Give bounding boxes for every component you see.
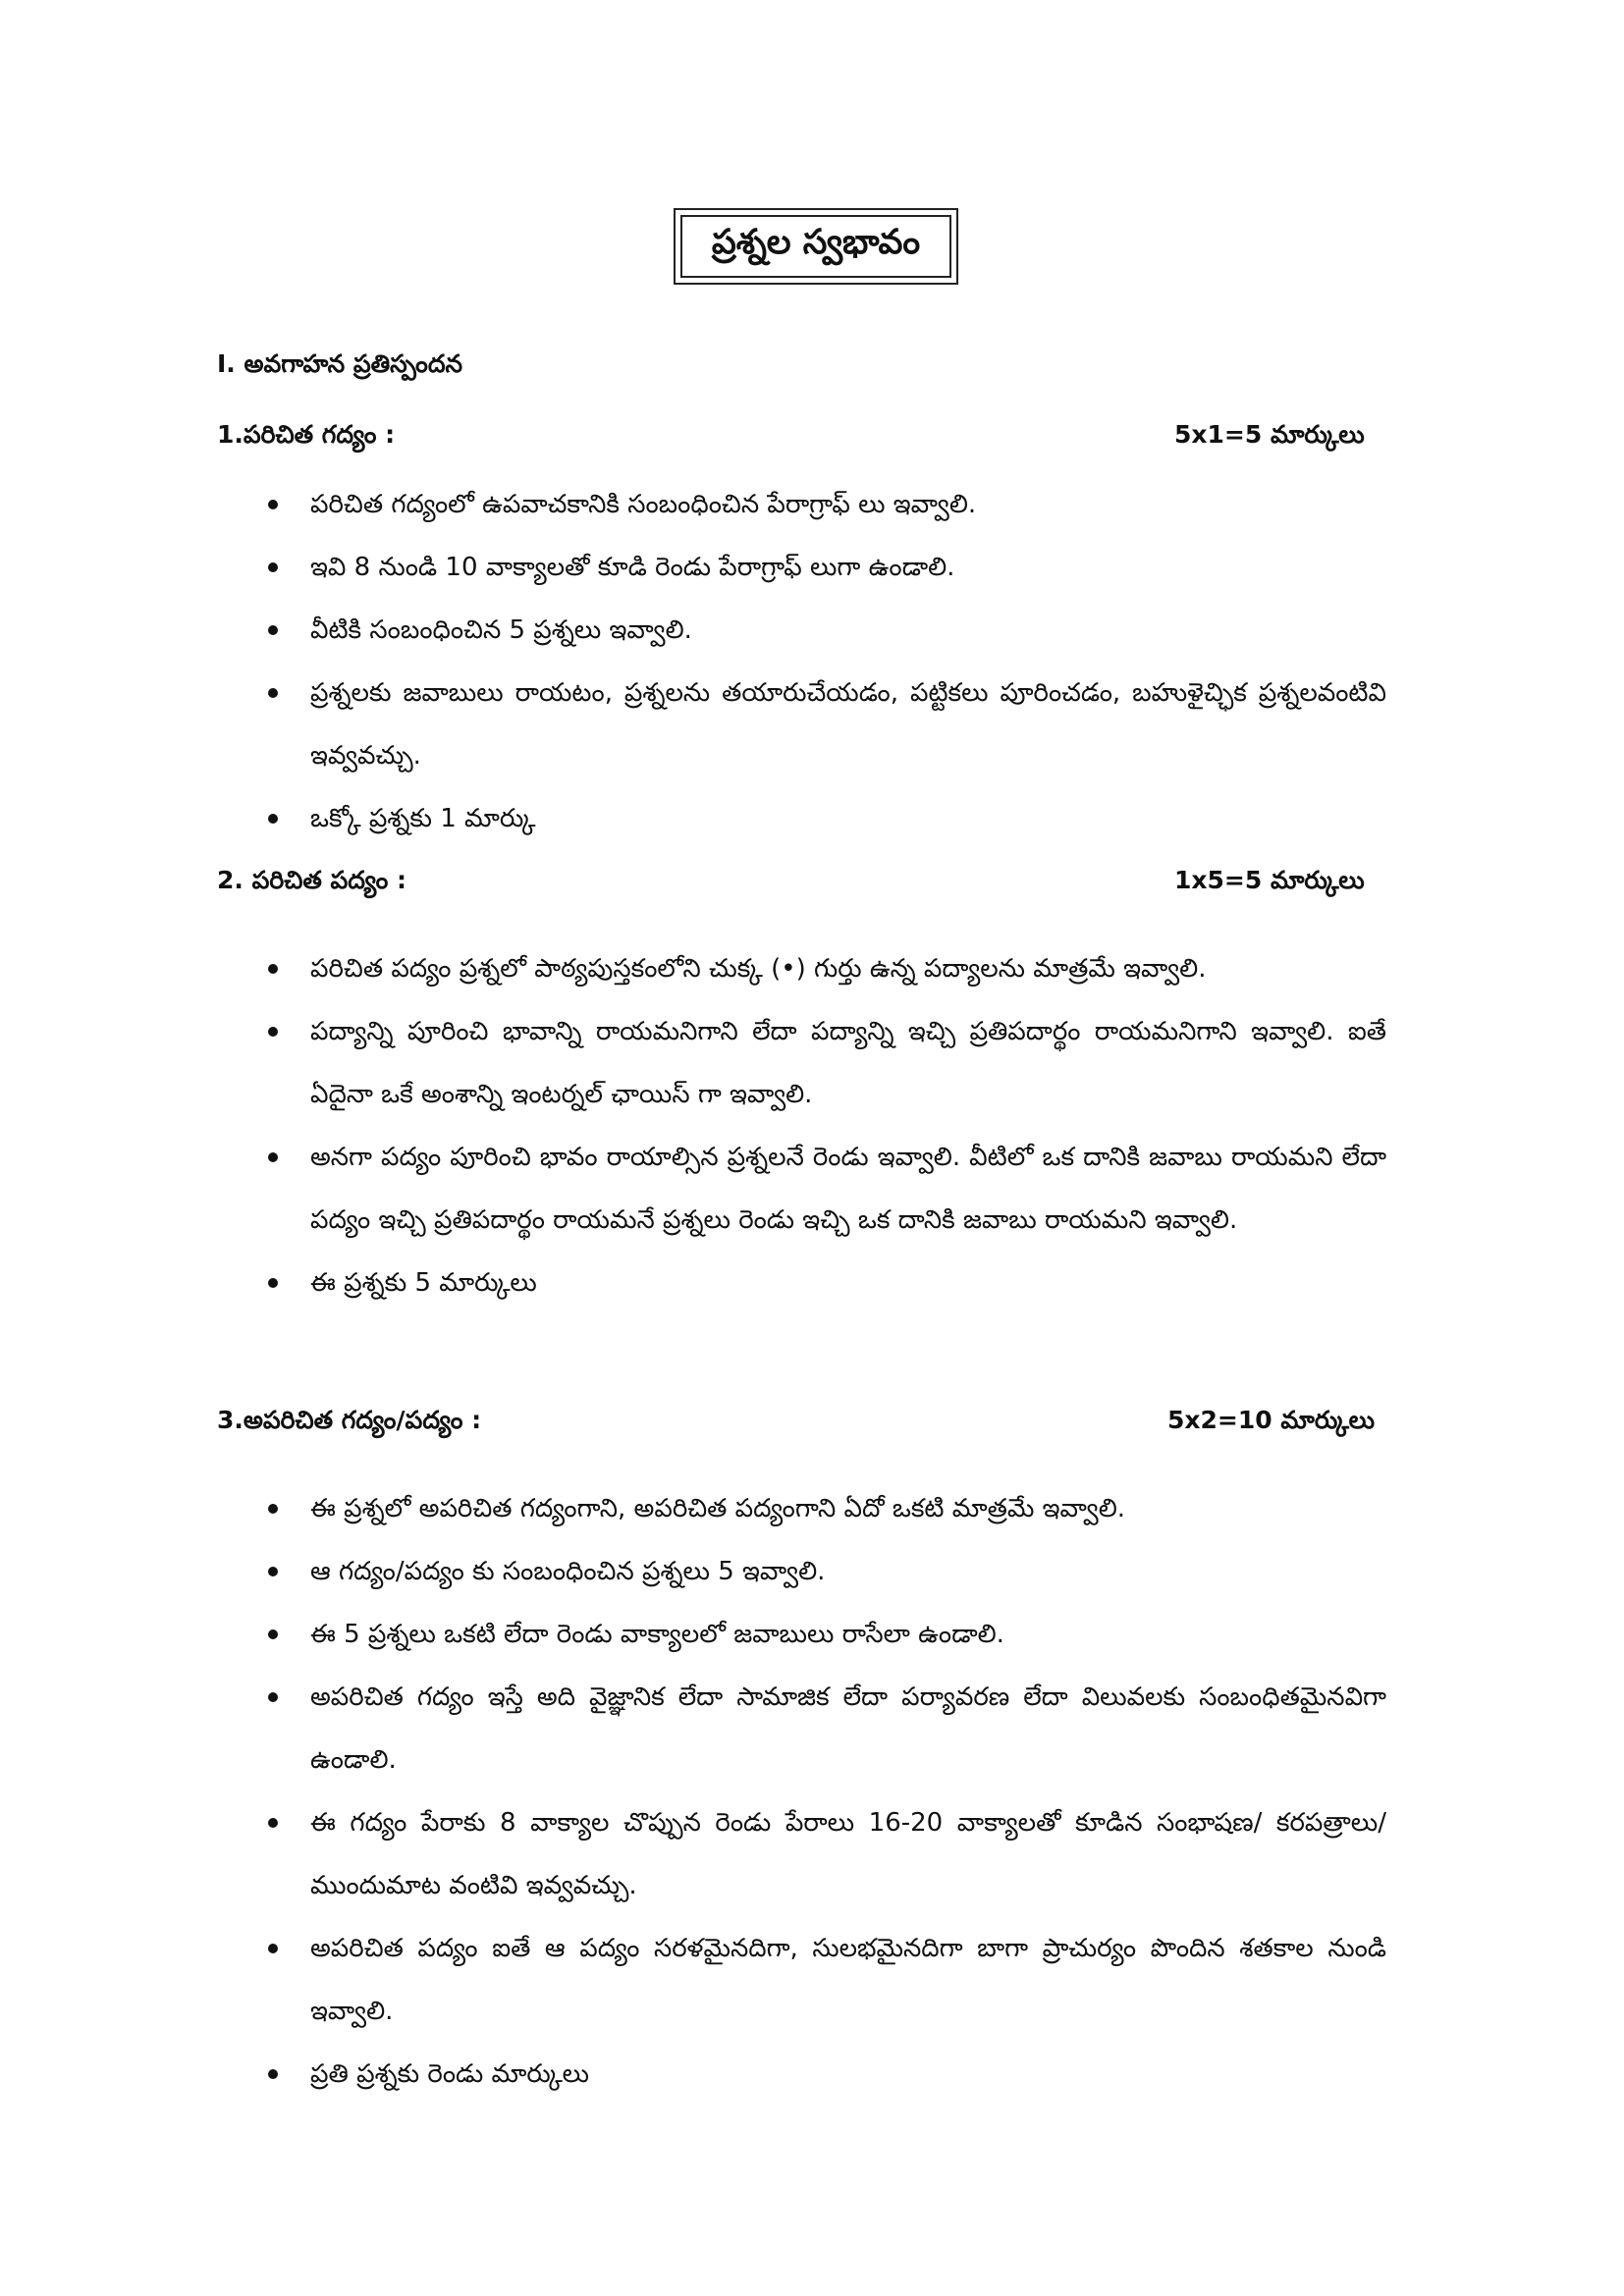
section-2-bullets <box>265 937 1386 1314</box>
list-item: ఈ 5 ప్రశ్నలు ఒకటి లేదా రెండు వాక్యాలలో జవాబులు రాసేలా ఉండాలి. <box>265 1603 1386 1666</box>
section-2-marks: 1x5=5 మార్కులు <box>1174 866 1365 894</box>
list-item: ఈ గద్యం పేరాకు 8 వాక్యాల చొప్పున రెండు పేరాలు 16-20 వాక్యాలతో కూడిన సంభాషణ/ కరపత్రాలు/ముందుమాట వంటివి ఇవ్వవచ్చు. <box>265 1791 1386 1917</box>
bullet-icon <box>268 1629 278 1639</box>
list-item: ఇవి 8 నుండి 10 వాక్యాలతో కూడి రెండు పేరాగ్రాఫ్ లుగా ఉండాలి. <box>265 536 1386 599</box>
part-heading: I. అవగాహన ప్రతిస్పందన <box>217 349 463 378</box>
bullet-icon <box>268 1027 278 1037</box>
section-3-bullets <box>265 1477 1386 2106</box>
bullet-icon <box>268 625 278 635</box>
bullet-icon <box>268 1944 278 1953</box>
bullet-icon <box>268 562 278 572</box>
bullet-icon <box>268 964 278 974</box>
section-2-heading: 2. పరిచిత పద్యం : <box>217 866 407 894</box>
bullet-icon <box>268 1567 278 1576</box>
list-item: ఆ గద్యం/పద్యం కు సంబంధించిన ప్రశ్నలు 5 ఇవ్వాలి. <box>265 1540 1386 1603</box>
list-item: పరిచిత పద్యం ప్రశ్నలో పాఠ్యపుస్తకంలోని చుక్క (•) గుర్తు ఉన్న పద్యాలను మాత్రమే ఇవ్వాలి. <box>265 937 1386 1000</box>
title-box <box>674 208 958 285</box>
list-item: అనగా పద్యం పూరించి భావం రాయాల్సిన ప్రశ్నలనే రెండు ఇవ్వాలి. వీటిలో ఒక దానికి జవాబు రాయమని లేదా పద్యం ఇచ్చి ప్రతిపదార్థం రాయమనే ప్రశ్నలు రెండు ఇచ్చి ఒక దానికి జవాబు రాయమని ఇవ్వాలి. <box>265 1126 1386 1252</box>
bullet-icon <box>268 1818 278 1828</box>
list-item: ఈ ప్రశ్నలో అపరిచిత గద్యంగాని, అపరిచిత పద్యంగాని ఏదో ఒకటి మాత్రమే ఇవ్వాలి. <box>265 1477 1386 1540</box>
bullet-icon <box>268 1692 278 1702</box>
bullet-icon <box>268 1278 278 1288</box>
list-item: ఈ ప్రశ్నకు 5 మార్కులు <box>265 1252 1386 1314</box>
bullet-icon <box>268 814 278 824</box>
list-item: పరిచిత గద్యంలో ఉపవాచకానికి సంబంధించిన పేరాగ్రాఫ్ లు ఇవ్వాలి. <box>265 473 1386 536</box>
section-1-heading: 1.పరిచిత గద్యం : <box>217 420 396 449</box>
list-item: వీటికి సంబంధించిన 5 ప్రశ్నలు ఇవ్వాలి. <box>265 599 1386 662</box>
list-item: అపరిచిత పద్యం ఐతే ఆ పద్యం సరళమైనదిగా, సులభమైనదిగా బాగా ప్రాచుర్యం పొందిన శతకాల నుండి ఇవ్వాలి. <box>265 1917 1386 2043</box>
page-title: ప్రశ్నల స్వభావం <box>680 215 951 278</box>
list-item: ప్రతి ప్రశ్నకు రెండు మార్కులు <box>265 2043 1386 2106</box>
list-item: పద్యాన్ని పూరించి భావాన్ని రాయమనిగాని లేదా పద్యాన్ని ఇచ్చి ప్రతిపదార్థం రాయమనిగాని ఇవ్వాలి. ఐతే ఏదైనా ఒకే అంశాన్ని ఇంటర్నల్ ఛాయిస్ గా ఇవ్వాలి. <box>265 1000 1386 1126</box>
bullet-icon <box>268 500 278 509</box>
bullet-icon <box>268 1152 278 1162</box>
bullet-icon <box>268 688 278 698</box>
section-1-bullets <box>265 473 1386 850</box>
list-item: ప్రశ్నలకు జవాబులు రాయటం, ప్రశ్నలను తయారుచేయడం, పట్టికలు పూరించడం, బహుళైచ్ఛిక ప్రశ్నలవంటివి ఇవ్వవచ్చు. <box>265 662 1386 787</box>
bullet-icon <box>268 1504 278 1514</box>
list-item: అపరిచిత గద్యం ఇస్తే అది వైజ్ఞానిక లేదా సామాజిక లేదా పర్యావరణ లేదా విలువలకు సంబంధితమైనవిగా ఉండాలి. <box>265 1666 1386 1791</box>
section-3-heading: 3.అపరిచిత గద్యం/పద్యం : <box>217 1406 482 1434</box>
bullet-icon <box>268 2069 278 2079</box>
list-item: ఒక్కో ప్రశ్నకు 1 మార్కు <box>265 787 1386 850</box>
section-3-marks: 5x2=10 మార్కులు <box>1167 1406 1376 1434</box>
section-1-marks: 5x1=5 మార్కులు <box>1174 420 1365 449</box>
